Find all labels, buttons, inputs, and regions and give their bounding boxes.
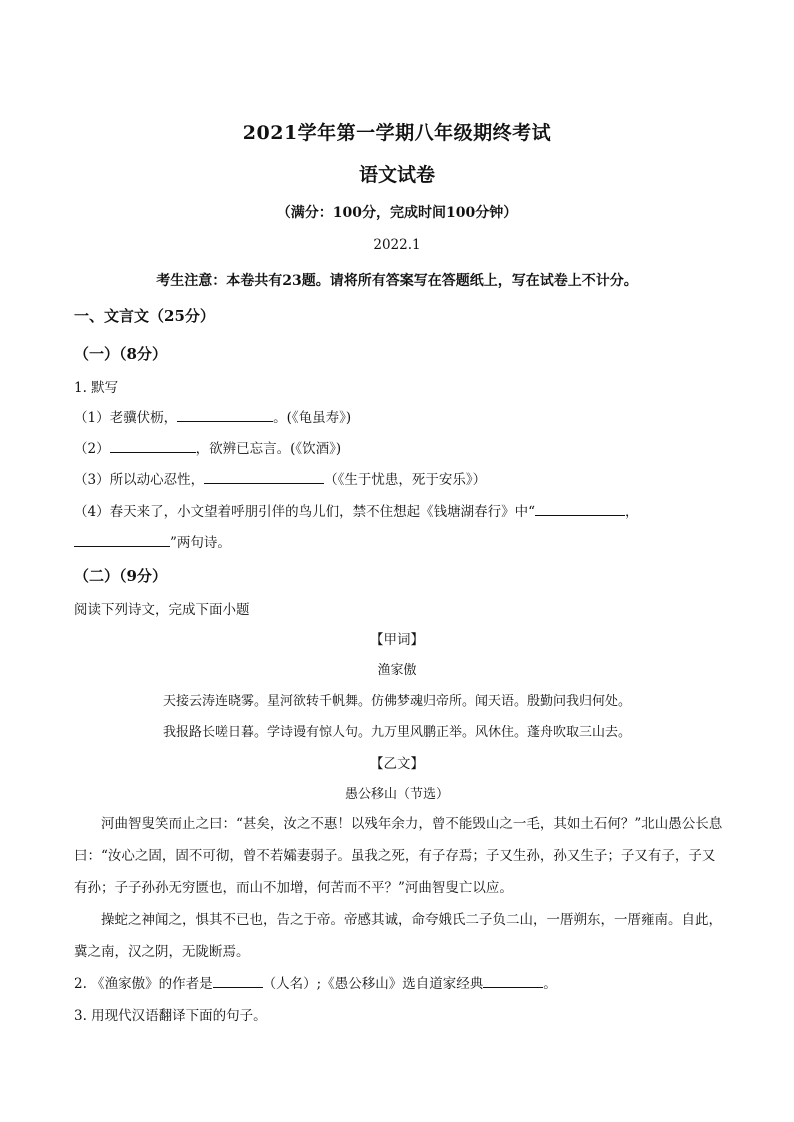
answer-blank[interactable] (213, 974, 263, 988)
exam-title: 2021学年第一学期八年级期终考试 (242, 122, 552, 144)
yi-paragraph-1: 河曲智叟笑而止之曰：“甚矣，汝之不惠！以残年余力，曾不能毁山之一毛，其如土石何？”北山愚公长息曰：“汝心之固，固不可彻，曾不若孀妻弱子。虽我之死，有子存焉；子又生孙，孙又生子；子又有子，子又有孙；子子孙孙无穷匮也，而山不加增，何苦而不平？”河曲智叟亡以应。 (74, 816, 723, 896)
yi-label: 【乙文】 (370, 756, 424, 772)
q1-item-4: （4）春天来了，小文望着呼朋引伴的鸟儿们，禁不住想起《钱塘湖春行》中“ ， (74, 504, 639, 520)
answer-blank[interactable] (483, 974, 543, 988)
q1-label: 1. 默写 (74, 380, 119, 396)
q1-item-1: （1）老骥伏枥， 。(《龟虽寿》) (74, 410, 352, 426)
jia-line-2: 我报路长嗟日暮。学诗谩有惊人句。九万里风鹏正举。风休住。蓬舟吹取三山去。 (162, 725, 631, 740)
part2-heading: （二）（9分） (74, 567, 167, 585)
answer-blank[interactable] (535, 502, 625, 516)
jia-label: 【甲词】 (370, 632, 424, 648)
answer-blank[interactable] (204, 470, 324, 484)
answer-blank[interactable] (177, 408, 273, 422)
answer-blank[interactable] (74, 533, 170, 547)
jia-line-1: 天接云涛连晓雾。星河欲转千帆舞。仿佛梦魂归帝所。闻天语。殷勤问我归何处。 (162, 694, 631, 709)
exam-notice: 考生注意：本卷共有23题。请将所有答案写在答题纸上，写在试卷上不计分。 (156, 273, 638, 289)
yi-title: 愚公移山（节选） (344, 787, 449, 802)
score-note: （满分：100分，完成时间100分钟） (276, 205, 518, 221)
q3: 3. 用现代汉语翻译下面的句子。 (74, 1008, 267, 1024)
yi-paragraph-2: 操蛇之神闻之，惧其不已也，告之于帝。帝感其诚，命夸娥氏二子负二山，一厝朔东，一厝雍南。自此，冀之南，汉之阴，无陇断焉。 (74, 912, 722, 960)
part1-heading: （一）（8分） (74, 345, 167, 363)
q1-item-2: （2） ，欲辨已忘言。(《饮酒》) (74, 441, 342, 457)
q2: 2. 《渔家傲》的作者是 （人名）;《愚公移山》选自道家经典 。 (74, 976, 557, 992)
q1-item-4-line2: ”两句诗。 (74, 531, 231, 551)
part2-intro: 阅读下列诗文，完成下面小题 (74, 602, 250, 618)
answer-blank[interactable] (110, 439, 196, 453)
section-heading: 一、文言文（25分） (74, 307, 215, 325)
jia-title: 渔家傲 (377, 663, 417, 678)
q1-item-3: （3）所以动心忍性， （《生于忧患，死于安乐》） (74, 472, 487, 488)
exam-subtitle: 语文试卷 (358, 164, 435, 186)
exam-date: 2022.1 (373, 237, 421, 253)
